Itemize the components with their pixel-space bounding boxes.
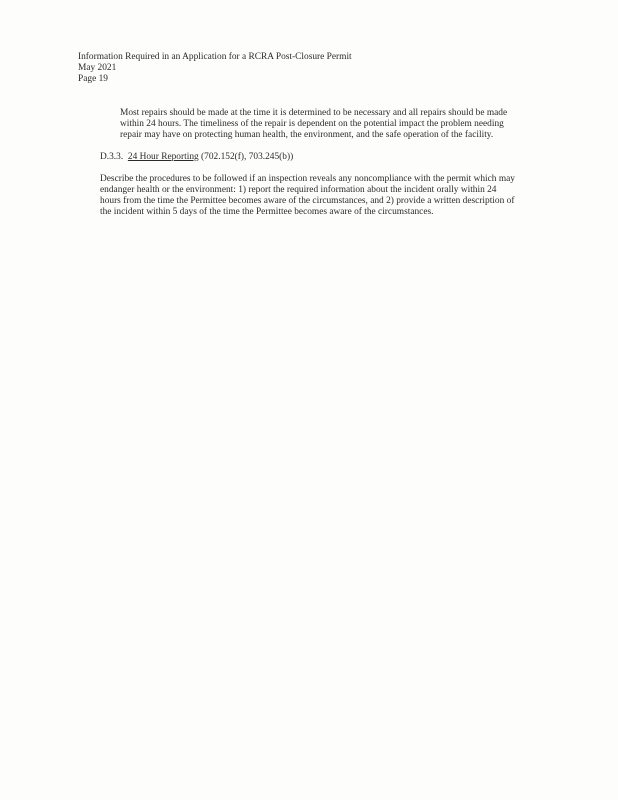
paragraph-line: endanger health or the environment: 1) report the required information about the incident orally within 24 bbox=[100, 185, 497, 195]
repairs-paragraph bbox=[120, 108, 540, 141]
paragraph-line: the incident within 5 days of the time the Permittee becomes aware of the circumstances. bbox=[100, 207, 434, 217]
header-date: May 2021 bbox=[78, 63, 117, 73]
paragraph-line: Describe the procedures to be followed if an inspection reveals any noncompliance with the permit which may bbox=[100, 174, 515, 184]
page-header bbox=[78, 52, 498, 85]
paragraph-line: within 24 hours. The timeliness of the repair is dependent on the potential impact the problem needing bbox=[120, 119, 504, 129]
header-page-number: Page 19 bbox=[78, 74, 108, 84]
section-heading bbox=[100, 152, 530, 163]
header-document-title: Information Required in an Application for a RCRA Post-Closure Permit bbox=[78, 52, 352, 62]
paragraph-line: repair may have on protecting human health, the environment, and the safe operation of the facility. bbox=[120, 130, 494, 140]
reporting-paragraph bbox=[100, 174, 532, 218]
section-number: D.3.3. bbox=[100, 152, 124, 162]
section-title: 24 Hour Reporting bbox=[127, 152, 199, 162]
section-citation: (702.152(f), 703.245(b)) bbox=[201, 152, 294, 162]
paragraph-line: Most repairs should be made at the time it is determined to be necessary and all repairs should be made bbox=[120, 108, 508, 118]
paragraph-line: hours from the time the Permittee becomes aware of the circumstances, and 2) provide a written description of bbox=[100, 196, 515, 206]
